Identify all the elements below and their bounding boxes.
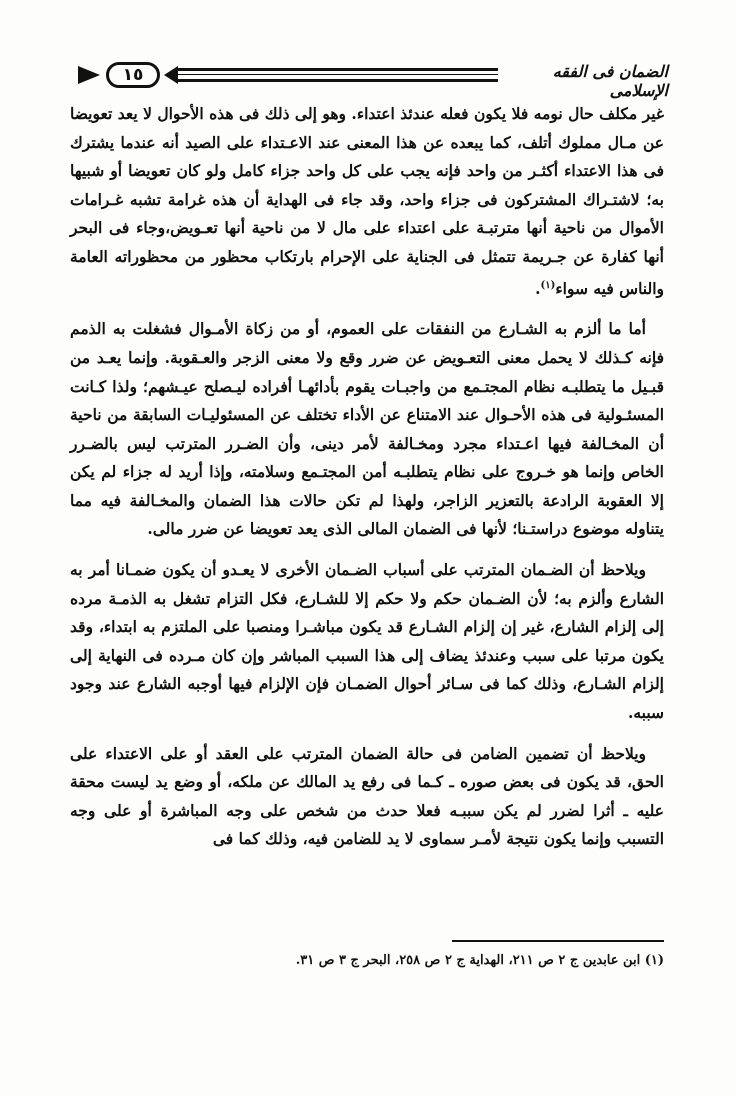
paragraph-4: ويلاحظ أن تضمين الضامن فى حالة الضمان المترتب على العقد أو على الاعتداء على الحق، قد يكون فى بعض صوره ـ كـما فى رفع يد المالك عن ملكه، أو وضع يد ليست محقة عليه ـ أثرا لضرر لم يكن سببـه فعلا حدث من شخص على وجه المباشرة أو على وجه التسبب وإنما يكون نتيجة لأمـر سماوى لا يد للضامن فيه، وذلك كما فى: [70, 743, 664, 849]
paragraph-1-period: .: [535, 278, 541, 298]
paragraph-3: ويلاحظ أن الضـمان المترتب على أسباب الضـمان الأخرى لا يعـدو أن يكون ضمـانا أمر به الشارع وألزم به؛ لأن الضـمان حكم ولا حكم إلا للشـارع، فكل التزام تشغل به الذمـة مرده إلى إلزام الشارع، غير إن إلزام الشـارع قد يكون مباشـرا ومنصبا على الملتزم به ابتداء، وقد يكون مرتبا على سبب وعندئذ يضاف إلى هذا السبب المباشر وإن كان مـرده فى النهاية إلى إلزام الشـارع، وذلك كما فى سـائر أحوال الضمـان فإن الإلزام فيها أوجبه الشارع عند وجود سببه.: [70, 560, 664, 723]
running-title: الضمان فى الفقه الإسلامى: [552, 62, 668, 100]
footnote-rule: [452, 940, 664, 942]
paragraph-1: [70, 100, 664, 303]
paragraph-1-text: غير مكلف حال نومه فلا يكون فعله عندئذ اعتداء. وهو إلى ذلك فى هذه الأحوال لا يعد تعويضا عن مـال مملوك أتلف، كما يبعده عن هذا المعنى عند الاعـتداء على الصيد أنه عندما يشترك فى هذا الاعتداء أكثـر من واحد فإنه يجب على كل واحد جزاء كامل ولو كان تعويضا أو شبيها به؛ لاشتـراك المشتركون فى جزاء واحد، وقد جاء فى الهداية أن هذه غرامة تشبه غـرامات الأموال من ناحية أنها مترتبـة على اعتداء على مال لا من ناحية أنها تعـويض،وجاء فى البحر أنها كفارة عن جـريمة تتمثل فى الجناية على الإحرام بارتكاب محظور من محظوراته العامة والناس فيه سواء: [70, 104, 664, 298]
page-number: ١٥: [106, 62, 160, 88]
paragraph-2: أما ما ألزم به الشـارع من النفقات على العموم، أو من زكاة الأمـوال فشغلت به الذمم فإنه كـذلك لا يحمل معنى التعـويض عن ضرر وقع ولا معنى الزجر والعـقوبة. وإنما يعـد من قبـيل ما يتطلبـه نظام المجتـمع من واجبـات يقوم بأدائهـا أفراده ليـصلح عيـشهم؛ ولذا كـانت المسئـولية فى هذه الأحـوال عند الامتناع عن الأداء تختلف عن المسئوليـات السابقة من ناحية أن المخـالفة فيها اعـتداء مجرد ومخـالفة لأمر دينى، وأن الضـرر المترتب ليس بالضـرر الخاص وإنما هو خـروج على نظام يتطلبـه أمن المجتـمع وسلامته، وإذا أريد له جزاء لم يكن إلا العقوبة الرادعة بالتعزير الزاجر، ولهذا لم تكن حالات هذا الضمان والمخـالفة فيه مما يتناوله موضوع دراستـنا؛ لأنها فى الضمان المالى الذى يعد تعويضا عن ضرر مالى.: [70, 319, 664, 539]
right-ornament: [164, 66, 178, 84]
running-header: [78, 60, 668, 100]
footnote: (١) ابن عابدين ج ٢ ص ٢١١، الهداية ج ٢ ص ٢٥٨، البحر ج ٣ ص ٣١.: [295, 953, 664, 968]
body-text: [70, 100, 664, 866]
footnote-marker: (١): [540, 279, 556, 291]
left-ornament: [78, 66, 100, 84]
header-rule: [178, 68, 498, 82]
